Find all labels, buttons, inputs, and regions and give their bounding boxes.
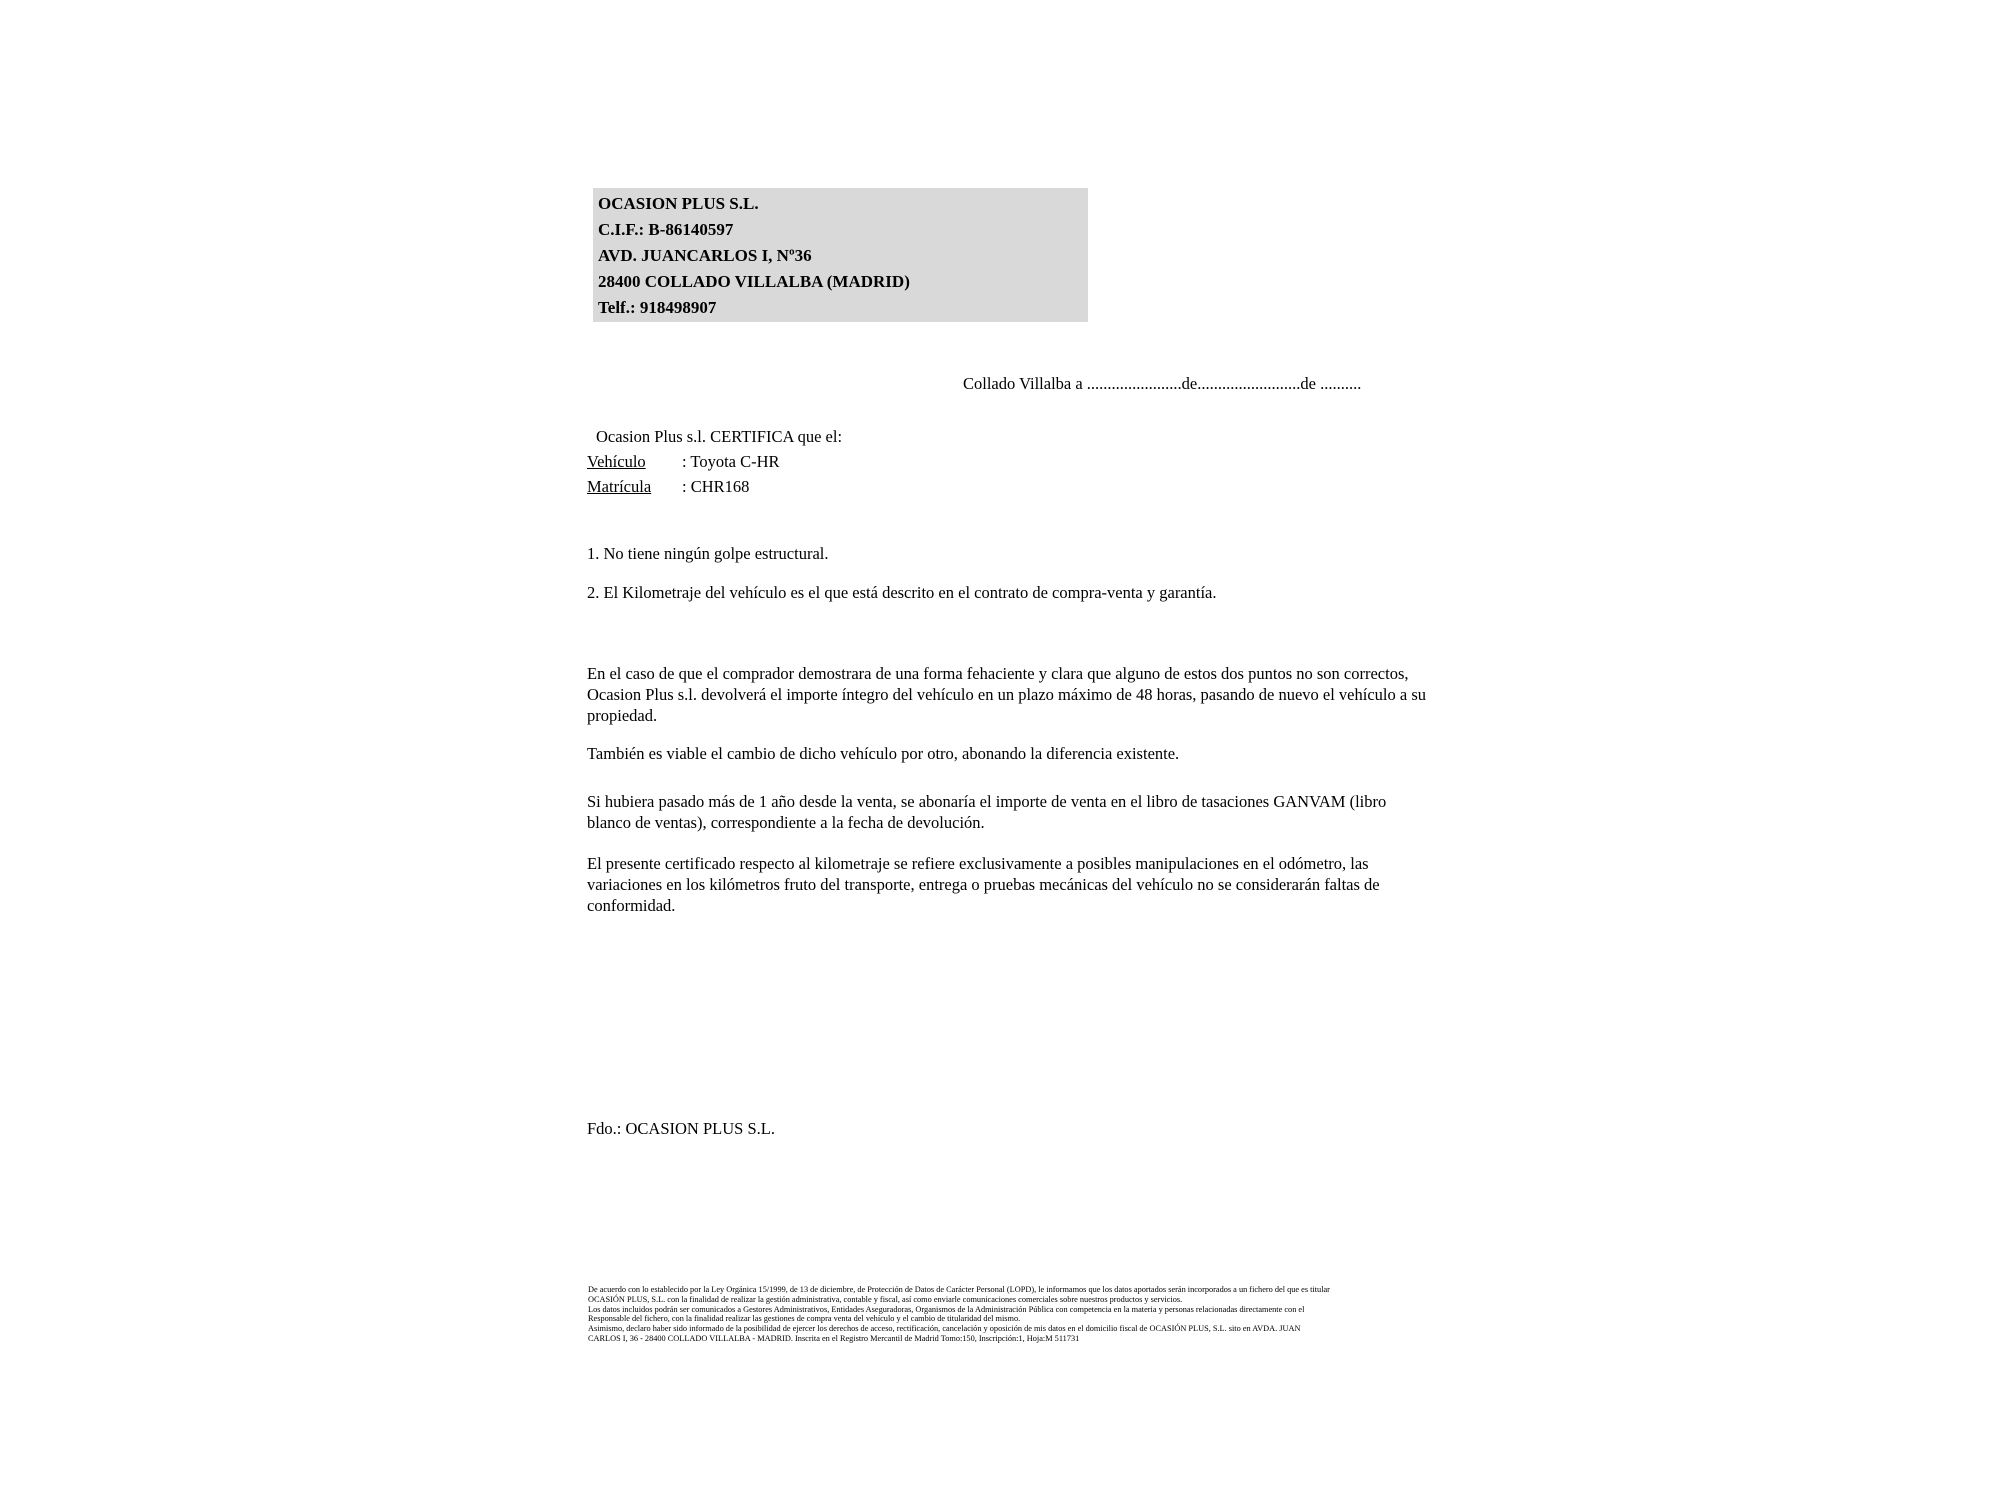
plate-field — [587, 474, 842, 499]
company-header-box — [593, 188, 1088, 322]
vehicle-label-box — [587, 449, 682, 474]
paragraph-odometer-disclaimer: El presente certificado respecto al kilometraje se refiere exclusivamente a posibles manipulaciones en el odómetro, las variaciones en los kilómetros fruto del transporte, entrega o pruebas mecánicas del vehículo no se considerarán faltas de conformidad. — [587, 854, 1380, 915]
company-cif: C.I.F.: B-86140597 — [598, 220, 734, 239]
paragraph-ganvam-valuation: Si hubiera pasado más de 1 año desde la venta, se abonaría el importe de venta en el libro de tasaciones GANVAM (libro blanco de ventas), correspondiente a la fecha de devolución. — [587, 792, 1387, 832]
vehicle-field — [587, 449, 842, 474]
company-phone: Telf.: 918498907 — [598, 298, 717, 317]
statement-structural-damage: 1. No tiene ningún golpe estructural. — [587, 544, 829, 563]
signature-line: Fdo.: OCASION PLUS S.L. — [587, 1119, 775, 1138]
company-name: OCASION PLUS S.L. — [598, 194, 759, 213]
legal-line: Responsable del fichero, con la finalidad realizar las gestiones de compra venta del vehículo y el cambio de titularidad del mismo. — [588, 1314, 1021, 1324]
statement-mileage: 2. El Kilometraje del vehículo es el que está descrito en el contrato de compra-venta y garantía. — [587, 583, 1217, 602]
company-city: 28400 COLLADO VILLALBA (MADRID) — [598, 272, 910, 291]
legal-line: Asimismo, declaro haber sido informado de la posibilidad de ejercer los derechos de acceso, rectificación, cancelación y oposición de mis datos en el domicilio fiscal de OCASIÓN PLUS, S.L. sito en AVDA. JUAN — [588, 1324, 1301, 1333]
paragraph-refund-policy: En el caso de que el comprador demostrara de una forma fehaciente y clara que alguno de estos dos puntos no son correctos, Ocasion Plus s.l. devolverá el importe íntegro del vehículo en un plazo máximo de 48 horas, pasando de nuevo el vehículo a su propiedad. — [587, 664, 1426, 725]
legal-line: OCASIÓN PLUS, S.L. con la finalidad de realizar la gestión administrativa, contable y fiscal, así como enviarle comunicaciones comerciales sobre nuestros productos y servicios. — [588, 1294, 1183, 1304]
plate-value: : CHR168 — [682, 477, 750, 496]
vehicle-value: : Toyota C-HR — [682, 452, 780, 471]
vehicle-label: Vehículo — [587, 452, 646, 471]
legal-line: De acuerdo con lo establecido por la Ley Orgánica 15/1999, de 13 de diciembre, de Protección de Datos de Carácter Personal (LOPD), le informamos que los datos aportados serán incorporados a un fichero del que es titular — [588, 1285, 1330, 1294]
plate-label-box — [587, 474, 682, 499]
legal-notice — [588, 1285, 1488, 1344]
date-line: Collado Villalba a .......................de.........................de .......... — [963, 374, 1362, 393]
paragraph-exchange-option: También es viable el cambio de dicho vehículo por otro, abonando la diferencia existente. — [587, 744, 1180, 763]
legal-line: CARLOS I, 36 - 28400 COLLADO VILLALBA - MADRID. Inscrita en el Registro Mercantil de Madrid Tomo:150, Inscripción:1, Hoja:M 511731 — [588, 1333, 1080, 1343]
company-address: AVD. JUANCARLOS I, Nº36 — [598, 246, 812, 265]
plate-label: Matrícula — [587, 477, 652, 496]
legal-line: Los datos incluidos podrán ser comunicados a Gestores Administrativos, Entidades Aseguradoras, Organismos de la Administración Pública con competencia en la materia y personas relacionadas directamente con el — [588, 1304, 1305, 1314]
certify-intro: Ocasion Plus s.l. CERTIFICA que el: — [596, 427, 843, 446]
certification-block — [587, 424, 842, 499]
